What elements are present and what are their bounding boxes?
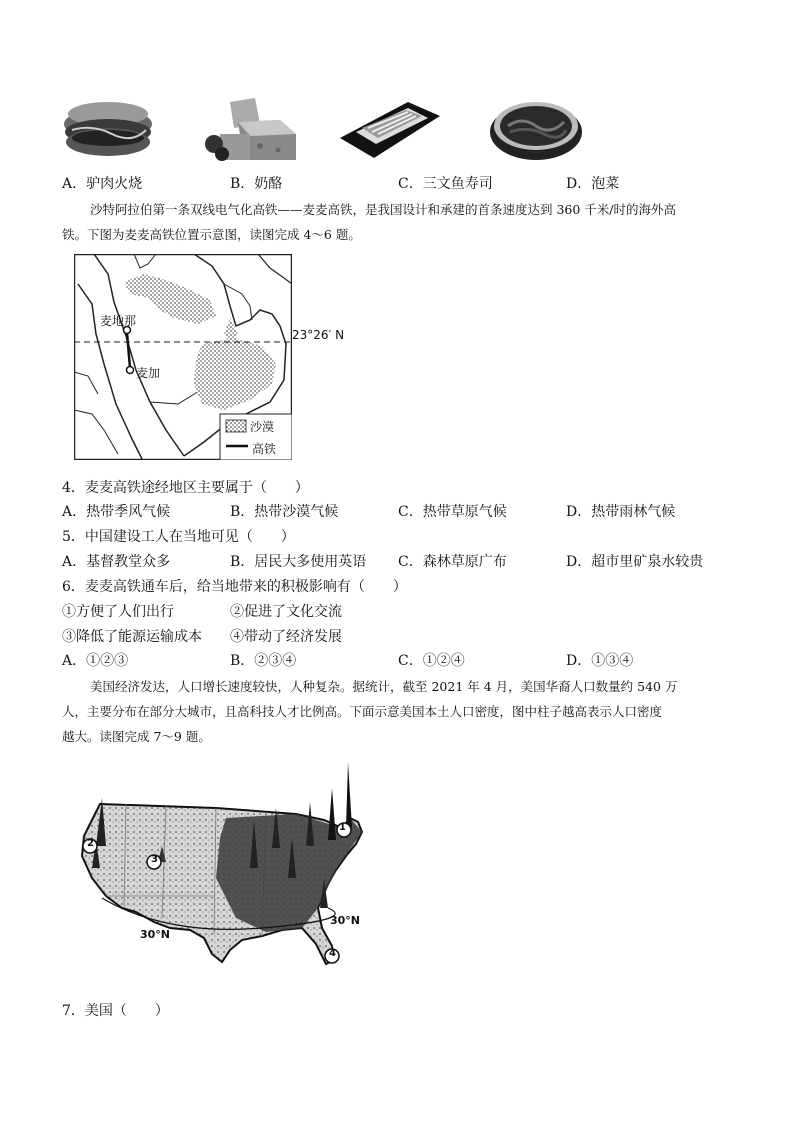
- food-option-a: [62, 175, 142, 193]
- q5-option-a[interactable]: A．基督教堂众多: [62, 554, 171, 570]
- intro-line: 铁。下图为麦麦高铁位置示意图，读图完成 4～6 题。: [62, 227, 361, 242]
- cheese-photo: [200, 94, 300, 164]
- q4-option-b[interactable]: B．热带沙漠气候: [230, 504, 339, 520]
- question-4-stem: 4．麦麦高铁途经地区主要属于（ ）: [62, 480, 309, 496]
- food-option-b: [230, 175, 282, 193]
- q6-item-4: ④带动了经济发展: [230, 629, 342, 645]
- lat-30n-left-label: 30°N: [140, 928, 171, 941]
- q6-option-d[interactable]: D．①③④: [566, 653, 634, 669]
- salmon-sushi-photo: [338, 94, 442, 164]
- q5-option-d[interactable]: D．超市里矿泉水较贵: [566, 554, 704, 570]
- mecca-label: 麦加: [136, 366, 161, 380]
- marker-2: 2: [87, 838, 94, 849]
- marker-3: 3: [151, 854, 158, 865]
- question-5-stem: 5．中国建设工人在当地可见（ ）: [62, 529, 295, 545]
- option-text: 泡菜: [591, 176, 620, 192]
- intro-line: 美国经济发达，人口增长速度较快，人种复杂。据统计，截至 2021 年 4 月，美国华裔人口数量约 540 万: [90, 679, 678, 694]
- tropic-label: 23°26′ N: [292, 328, 345, 342]
- question-6-stem: 6．麦麦高铁通车后，给当地带来的积极影响有（ ）: [62, 579, 407, 595]
- intro-line: 沙特阿拉伯第一条双线电气化高铁——麦麦高铁，是我国设计和承建的首条速度达到 360 千米/时的海外高: [90, 202, 677, 217]
- food-option-d: [566, 175, 619, 193]
- q6-option-b[interactable]: B．②③④: [230, 653, 297, 669]
- lat-30n-right-label: 30°N: [330, 914, 361, 927]
- q6-item-3: ③降低了能源运输成本: [62, 629, 202, 645]
- option-letter: A．: [62, 176, 87, 192]
- q6-option-a[interactable]: A．①②③: [62, 653, 129, 669]
- option-text: 驴肉火烧: [86, 176, 143, 192]
- intro-paragraph-2: [62, 674, 742, 749]
- q6-item-2: ②促进了文化交流: [230, 604, 342, 620]
- q5-option-c[interactable]: C．森林草原广布: [398, 554, 507, 570]
- intro-line: 越大。读图完成 7～9 题。: [62, 729, 211, 744]
- legend-rail-label: 高铁: [252, 442, 277, 456]
- q6-item-1: ①方便了人们出行: [62, 604, 174, 620]
- q6-option-c[interactable]: C．①②④: [398, 653, 465, 669]
- option-letter: D．: [566, 176, 592, 192]
- donkey-burger-photo: [62, 94, 154, 164]
- option-text: 奶酪: [254, 176, 283, 192]
- intro-line: 人，主要分布在部分大城市，且高科技人才比例高。下面示意美国本土人口密度，图中柱子越高表示人口密度: [62, 704, 663, 719]
- marker-1: 1: [339, 822, 346, 833]
- q5-option-b[interactable]: B．居民大多使用英语: [230, 554, 367, 570]
- q4-option-c[interactable]: C．热带草原气候: [398, 504, 507, 520]
- option-letter: C．: [398, 176, 423, 192]
- legend-desert-label: 沙漠: [250, 420, 275, 434]
- option-text: 三文鱼寿司: [422, 176, 493, 192]
- medina-label: 麦地那: [100, 314, 137, 328]
- kimchi-photo: [488, 92, 584, 164]
- intro-paragraph-1: [62, 197, 742, 247]
- question-7-stem: 7．美国（ ）: [62, 1003, 169, 1019]
- marker-4: 4: [329, 948, 336, 959]
- food-option-c: [398, 175, 493, 193]
- option-letter: B．: [230, 176, 255, 192]
- q4-option-d[interactable]: D．热带雨林气候: [566, 504, 676, 520]
- q4-option-a[interactable]: A．热带季风气候: [62, 504, 171, 520]
